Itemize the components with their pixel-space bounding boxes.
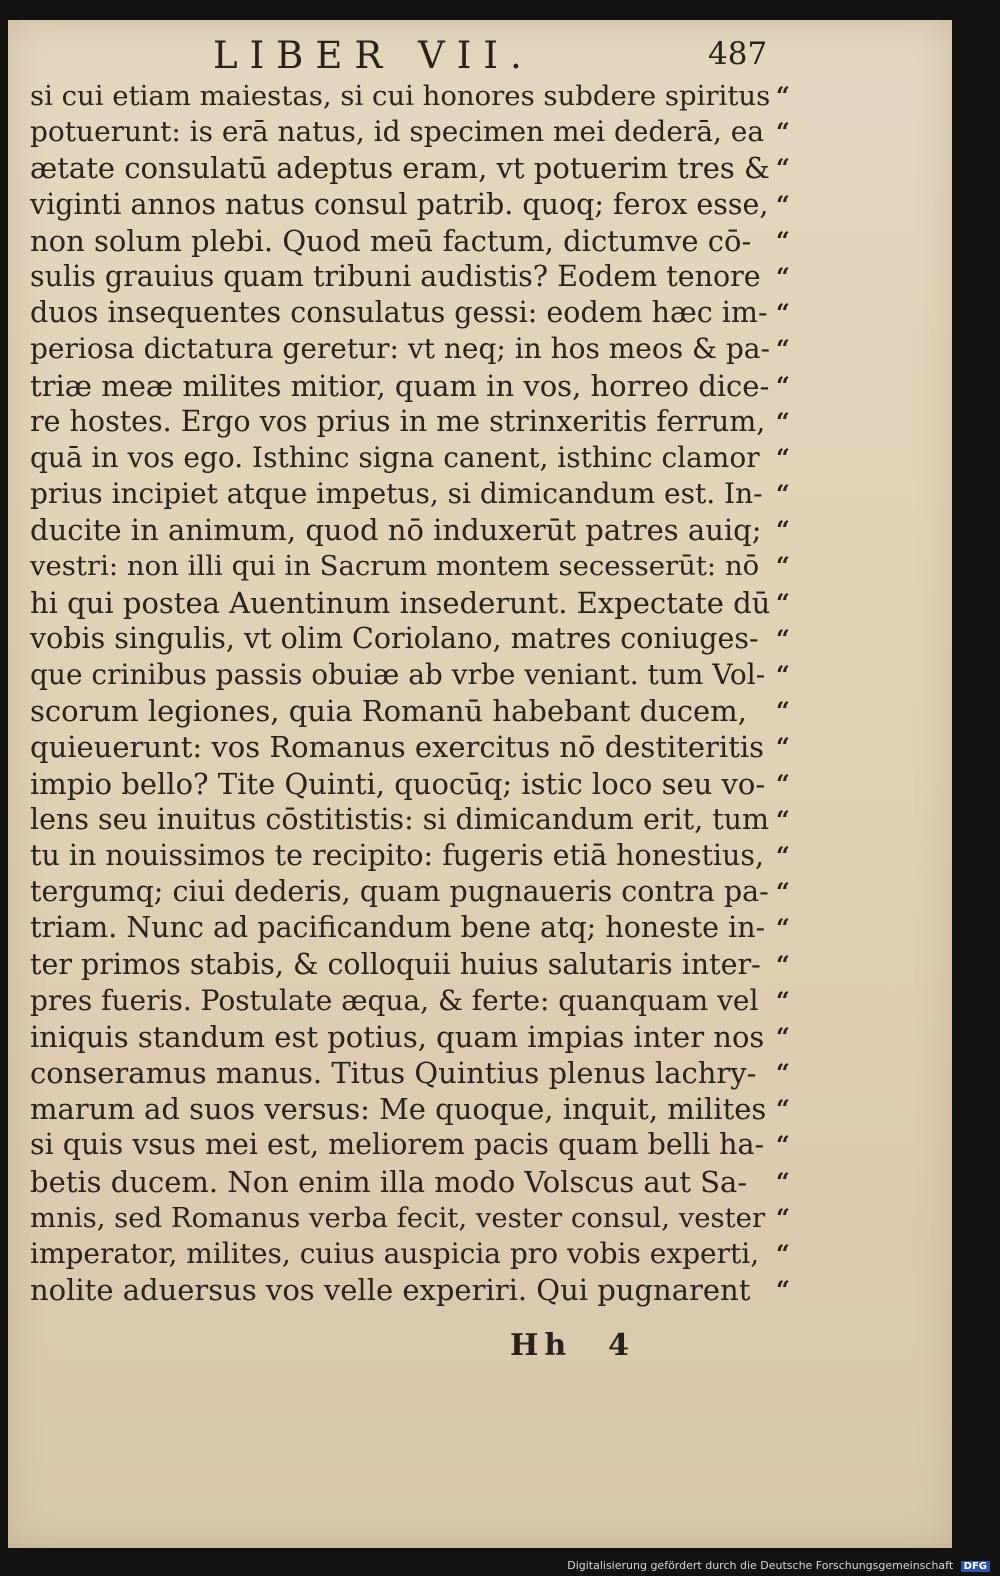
quote-mark: “	[776, 515, 790, 545]
quote-mark: “	[776, 587, 790, 617]
running-head: LIBER VII.	[213, 34, 534, 77]
quote-mark: “	[776, 442, 790, 472]
text-line: viginti annos natus consul patrib. quoq; ferox esse,	[30, 187, 769, 221]
quote-mark: “	[776, 153, 790, 183]
quote-mark: “	[776, 1239, 790, 1268]
text-line: si cui etiam maiestas, si cui honores subdere spiritus	[30, 80, 771, 112]
text-line: quieuerunt: vos Romanus exercitus nō destiteritis	[30, 730, 765, 765]
text-line: ter primos stabis, & colloquii huius salutaris inter-	[30, 947, 761, 981]
quote-mark: “	[776, 81, 790, 110]
text-line: ætate consulatū adeptus eram, vt potuerim tres &	[30, 151, 770, 186]
quote-mark: “	[776, 877, 790, 907]
quote-mark: “	[776, 261, 790, 291]
text-line: duos insequentes consulatus gessi: eodem hæc im-	[30, 296, 768, 330]
quote-mark: “	[776, 732, 790, 762]
quote-mark: “	[776, 1275, 790, 1305]
text-line: pres fueris. Postulate æqua, & ferte: quanquam vel	[30, 983, 759, 1017]
quote-mark: “	[776, 225, 790, 255]
text-line: impio bello? Tite Quinti, quocūq; istic loco seu vo-	[30, 766, 766, 801]
credit-text: Digitalisierung gefördert durch die Deutsche Forschungsgemeinschaft	[567, 1559, 954, 1572]
quote-mark: “	[776, 1058, 790, 1088]
quote-mark: “	[776, 985, 790, 1015]
quote-mark: “	[776, 406, 790, 436]
text-line: prius incipiet atque impetus, si dimicandum est. In-	[30, 477, 763, 511]
book-page	[8, 20, 952, 1548]
text-line: triam. Nunc ad pacificandum bene atq; honeste in-	[30, 911, 766, 945]
text-line: vobis singulis, vt olim Coriolano, matres coniuges-	[30, 621, 759, 655]
quote-mark: “	[776, 1130, 790, 1160]
quote-mark: “	[776, 551, 790, 581]
quote-mark: “	[776, 189, 790, 219]
quote-mark: “	[776, 623, 790, 653]
page-header	[8, 34, 952, 84]
text-line: lens seu inuitus cōstitistis: si dimicandum erit, tum	[30, 802, 770, 836]
text-line: vestri: non illi qui in Sacrum montem secesserūt: nō	[30, 550, 760, 583]
text-line: imperator, milites, cuius auspicia pro vobis experti,	[30, 1237, 760, 1270]
text-line: tu in nouissimos te recipito: fugeris etiā honestius,	[30, 838, 765, 872]
text-line: mnis, sed Romanus verba fecit, vester consul, vester	[30, 1201, 766, 1234]
quote-mark: “	[776, 298, 790, 328]
text-line: non solum plebi. Quod meū factum, dictumve cō-	[30, 223, 752, 258]
text-line: si quis vsus mei est, meliorem pacis quam belli ha-	[30, 1128, 765, 1162]
quote-mark: “	[776, 117, 790, 147]
quote-mark: “	[776, 660, 790, 689]
text-line: triæ meæ milites mitior, quam in vos, horreo dice-	[30, 368, 770, 403]
quote-mark: “	[776, 1166, 790, 1196]
text-line: scorum legiones, quia Romanū habebant ducem,	[30, 694, 747, 729]
text-line: que crinibus passis obuiæ ab vrbe veniant. tum Vol-	[30, 658, 766, 691]
page-number: 487	[708, 36, 768, 72]
quote-mark: “	[776, 804, 790, 834]
quote-mark: “	[776, 370, 790, 400]
signature-mark	[510, 1328, 635, 1363]
quote-mark: “	[776, 334, 790, 364]
text-line: sulis grauius quam tribuni audistis? Eodem tenore	[30, 259, 761, 293]
text-line: ducite in animum, quod nō induxerūt patres auiq;	[30, 513, 762, 548]
text-line: hi qui postea Auentinum insederunt. Expectate dū	[30, 585, 771, 620]
text-line: re hostes. Ergo vos prius in me strinxeritis ferrum,	[30, 404, 766, 438]
quote-mark: “	[776, 1202, 790, 1232]
signature-number: 4	[608, 1328, 636, 1363]
quotation-marks-column	[776, 78, 816, 1308]
quote-mark: “	[776, 1094, 790, 1124]
digitization-credit	[567, 1559, 990, 1572]
quote-mark: “	[776, 1021, 790, 1051]
text-line: nolite aduersus vos velle experiri. Qui pugnarent	[30, 1273, 751, 1308]
text-line: betis ducem. Non enim illa modo Volscus aut Sa-	[30, 1164, 748, 1199]
text-line: conseramus manus. Titus Quintius plenus lachry-	[30, 1056, 757, 1091]
text-line: tergumq; ciui dederis, quam pugnaueris contra pa-	[30, 875, 769, 909]
text-body	[30, 78, 770, 1308]
quote-mark: “	[776, 696, 790, 726]
quote-mark: “	[776, 768, 790, 798]
text-line: marum ad suos versus: Me quoque, inquit, milites	[30, 1092, 767, 1127]
quote-mark: “	[776, 949, 790, 979]
quote-mark: “	[776, 913, 790, 943]
text-line: periosa dictatura geretur: vt neq; in hos meos & pa-	[30, 332, 770, 366]
text-line: iniquis standum est potius, quam impias inter nos	[30, 1019, 765, 1054]
quote-mark: “	[776, 479, 790, 509]
text-line: quā in vos ego. Isthinc signa canent, isthinc clamor	[30, 440, 760, 474]
signature-letters: Hh	[510, 1328, 573, 1363]
quote-mark: “	[776, 840, 790, 870]
dfg-logo: DFG	[961, 1561, 990, 1572]
text-line: potuerunt: is erā natus, id specimen mei dederā, ea	[30, 115, 765, 149]
